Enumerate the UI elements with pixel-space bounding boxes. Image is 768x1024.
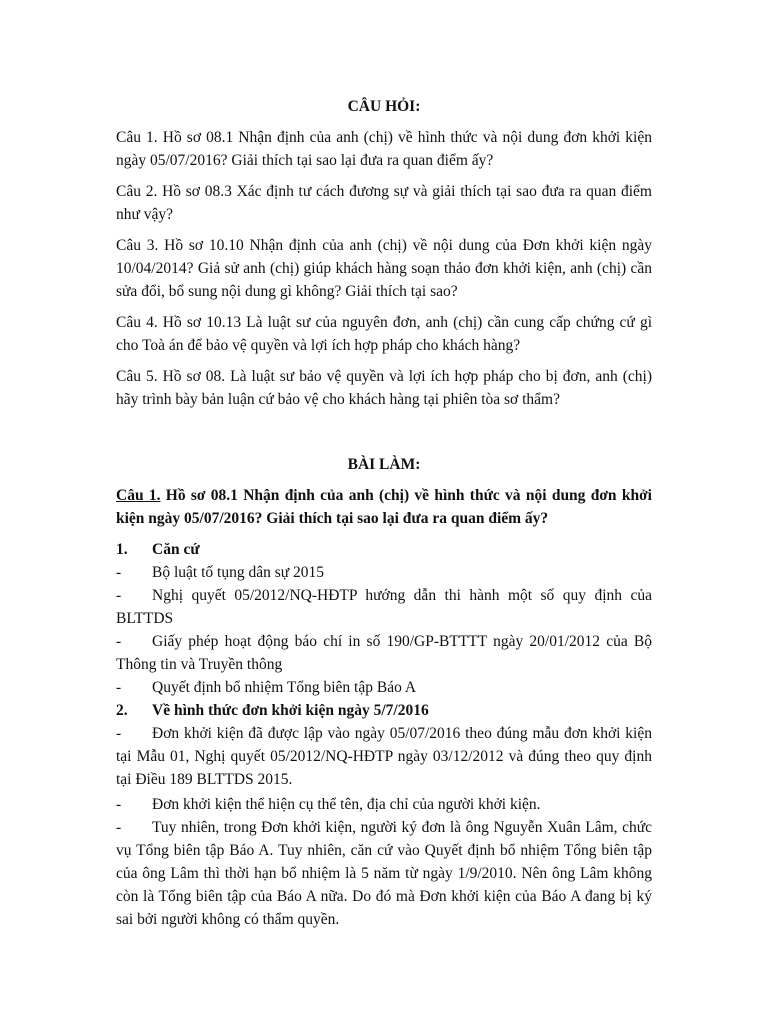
- questions-heading: CÂU HỎI:: [347, 98, 421, 115]
- list-item-text: Đơn khởi kiện thể hiện cụ thể tên, địa chỉ của người khởi kiện.: [152, 796, 541, 813]
- dash-bullet: -: [116, 587, 122, 604]
- question-text: Hồ sơ 08.1 Nhận định của anh (chị) về hình thức và nội dung đơn khởi kiện ngày 05/07/2016? Giải thích tại sao lại đưa ra quan điểm ấy?: [116, 487, 652, 527]
- question-4: Câu 4. Hồ sơ 10.13 Là luật sư của nguyên đơn, anh (chị) cần cung cấp chứng cứ gì cho Toà án để bảo vệ quyền và lợi ích hợp pháp cho khách hàng?: [116, 314, 652, 354]
- section-heading-basis: [116, 538, 652, 561]
- question-label: Câu 1.: [116, 487, 161, 504]
- list-item: [116, 816, 652, 931]
- question-1: Câu 1. Hồ sơ 08.1 Nhận định của anh (chị) về hình thức và nội dung đơn khởi kiện ngày 05/07/2016? Giải thích tại sao lại đưa ra quan điểm ấy?: [116, 129, 652, 169]
- question-5: Câu 5. Hồ sơ 08. Là luật sư bảo vệ quyền và lợi ích hợp pháp cho bị đơn, anh (chị) hãy trình bày bản luận cứ bảo vệ cho khách hàng tại phiên tòa sơ thẩm?: [116, 368, 652, 408]
- question-2: Câu 2. Hồ sơ 08.3 Xác định tư cách đương sự và giải thích tại sao đưa ra quan điểm như vậy?: [116, 183, 652, 223]
- section-number: 2.: [116, 702, 128, 719]
- section-number: 1.: [116, 541, 128, 558]
- section-title: Căn cứ: [152, 541, 200, 558]
- answer-question-1: [116, 484, 652, 530]
- list-item-text: Tuy nhiên, trong Đơn khởi kiện, người ký đơn là ông Nguyễn Xuân Lâm, chức vụ Tổng biên tập Báo A. Tuy nhiên, căn cứ vào Quyết định bổ nhiệm Tổng biên tập của ông Lâm thì thời hạn bổ nhiệm là 5 năm từ ngày 1/9/2010. Nên ông Lâm không còn là Tổng biên tập của Báo A nữa. Do đó mà Đơn khởi kiện của Báo A đang bị ký sai bởi người không có thẩm quyền.: [116, 819, 652, 928]
- dash-bullet: -: [116, 819, 122, 836]
- dash-bullet: -: [116, 564, 122, 581]
- list-item: [116, 584, 652, 630]
- section-title: Về hình thức đơn khởi kiện ngày 5/7/2016: [152, 702, 429, 719]
- list-item-text: Nghị quyết 05/2012/NQ-HĐTP hướng dẫn thi hành một số quy định của BLTTDS: [116, 587, 652, 627]
- list-item-text: Đơn khởi kiện đã được lập vào ngày 05/07/2016 theo đúng mẫu đơn khởi kiện tại Mẫu 01, Nghị quyết 05/2012/NQ-HĐTP ngày 03/12/2012 và đúng theo quy định tại Điều 189 BLTTDS 2015.: [116, 725, 652, 788]
- list-item-text: Bộ luật tố tụng dân sự 2015: [152, 564, 325, 581]
- list-item: [116, 630, 652, 676]
- dash-bullet: -: [116, 796, 122, 813]
- list-item-text: Giấy phép hoạt động báo chí in số 190/GP-BTTTT ngày 20/01/2012 của Bộ Thông tin và Truyền thông: [116, 633, 652, 673]
- list-item: [116, 722, 652, 791]
- dash-bullet: -: [116, 679, 122, 696]
- list-item-text: Quyết định bổ nhiệm Tổng biên tập Báo A: [152, 679, 417, 696]
- answer-heading: BÀI LÀM:: [347, 456, 421, 473]
- dash-bullet: -: [116, 633, 122, 650]
- section-heading-form: [116, 699, 652, 722]
- dash-bullet: -: [116, 725, 122, 742]
- list-item: [116, 676, 652, 699]
- list-item: [116, 561, 652, 584]
- question-3: Câu 3. Hồ sơ 10.10 Nhận định của anh (chị) về nội dung của Đơn khởi kiện ngày 10/04/2014? Giả sử anh (chị) giúp khách hàng soạn thảo đơn khởi kiện, anh (chị) cần sửa đổi, bổ sung nội dung gì không? Giải thích tại sao?: [116, 237, 652, 300]
- list-item: [116, 793, 652, 816]
